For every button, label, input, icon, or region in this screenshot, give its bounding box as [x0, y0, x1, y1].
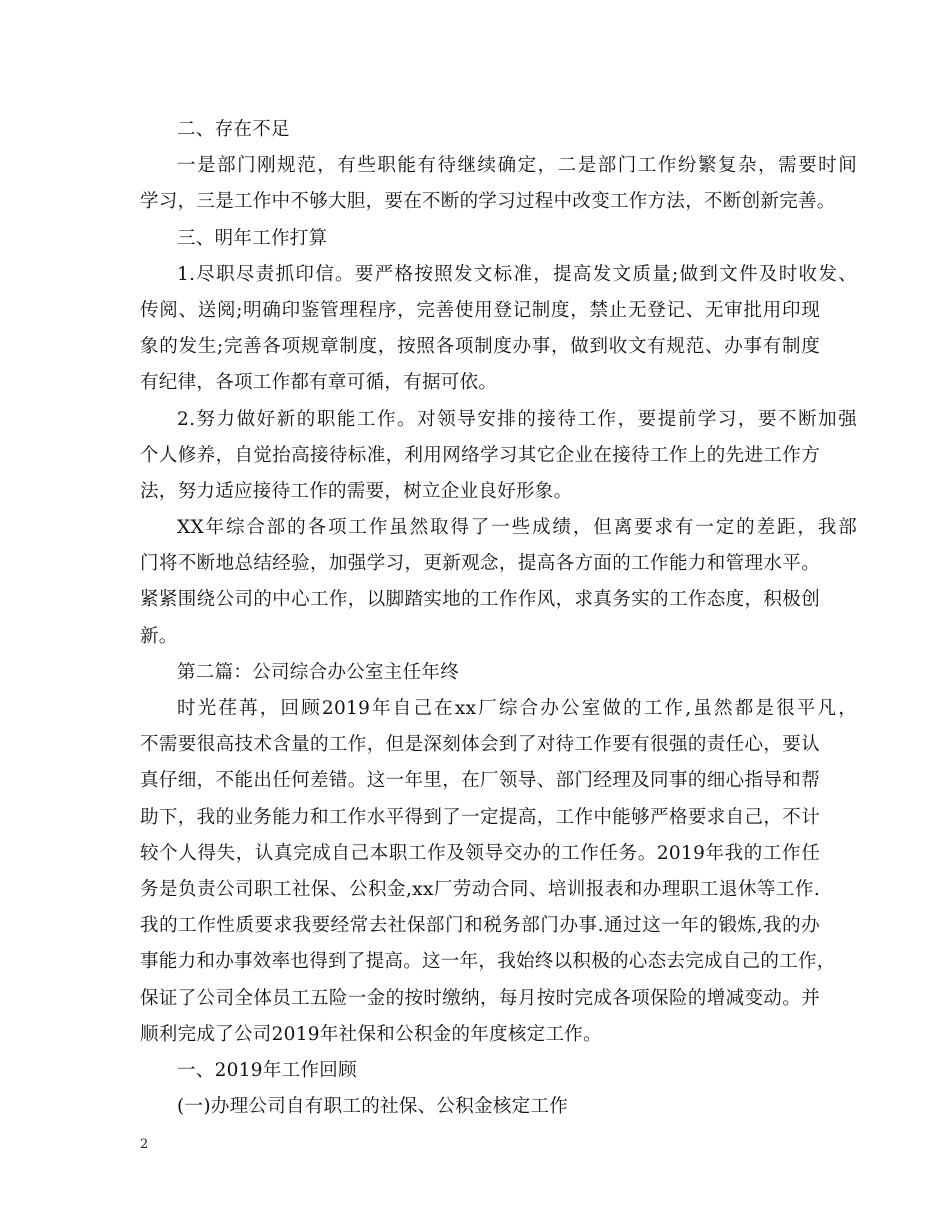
paragraph-line: 象的发生;完善各项规章制度，按照各项制度办事，做到收文有规范、办事有制度: [140, 336, 820, 358]
subsection-heading: (一)办理公司自有职工的社保、公积金核定工作: [177, 1096, 569, 1118]
paragraph-line: 门将不断地总结经验，加强学习，更新观念，提高各方面的工作能力和管理水平。: [140, 553, 820, 575]
paragraph-line: 紧紧围绕公司的中心工作，以脚踏实地的工作作风，求真务实的工作态度，积极创: [140, 589, 820, 611]
paragraph-line: 我的工作性质要求我要经常去社保部门和税务部门办事.通过这一年的锻炼,我的办: [140, 915, 820, 937]
paragraph-line: 一是部门刚规范，有些职能有待继续确定，二是部门工作纷繁复杂，需要时间: [177, 155, 857, 177]
paragraph-line: 助下，我的业务能力和工作水平得到了一定提高，工作中能够严格要求自己，不计: [140, 806, 820, 828]
paragraph-line: 真仔细，不能出任何差错。这一年里，在厂领导、部门经理及同事的细心指导和帮: [140, 770, 820, 792]
paragraph-line: 法，努力适应接待工作的需要，树立企业良好形象。: [140, 480, 573, 502]
paragraph-line: 务是负责公司职工社保、公积金,xx厂劳动合同、培训报表和办理职工退休等工作.: [140, 878, 820, 900]
paragraph-line: 较个人得失，认真完成自己本职工作及领导交办的工作任务。2019年我的工作任: [140, 842, 820, 864]
paragraph-line: 2.努力做好新的职能工作。对领导安排的接待工作，要提前学习，要不断加强: [177, 408, 857, 430]
paragraph-line: 保证了公司全体员工五险一金的按时缴纳，每月按时完成各项保险的增减变动。并: [140, 987, 820, 1009]
paragraph-line: 个人修养，自觉抬高接待标准，利用网络学习其它企业在接待工作上的先进工作方: [140, 444, 820, 466]
section-heading: 一、2019年工作回顾: [177, 1059, 357, 1081]
paragraph-line: 顺利完成了公司2019年社保和公积金的年度核定工作。: [140, 1023, 602, 1045]
section-heading: 三、明年工作打算: [177, 227, 328, 249]
page-number: 2: [140, 1137, 149, 1152]
paragraph-line: 不需要很高技术含量的工作，但是深刻体会到了对待工作要有很强的责任心，要认: [140, 734, 820, 756]
paragraph-line: 事能力和办事效率也得到了提高。这一年，我始终以积极的心态去完成自己的工作，: [140, 951, 836, 973]
paragraph-line: 1.尽职尽责抓印信。要严格按照发文标准，提高发文质量;做到文件及时收发、: [177, 263, 857, 285]
section-heading: 第二篇：公司综合办公室主任年终: [177, 661, 460, 683]
section-heading: 二、存在不足: [177, 119, 290, 140]
paragraph-line: 学习，三是工作中不够大胆，要在不断的学习过程中改变工作方法，不断创新完善。: [140, 191, 836, 213]
paragraph-line: 传阅、送阅;明确印鉴管理程序，完善使用登记制度，禁止无登记、无审批用印现: [140, 299, 820, 321]
document-body: [140, 112, 857, 1125]
paragraph-line: 有纪律，各项工作都有章可循，有据可依。: [140, 372, 498, 394]
paragraph-line: 时光荏苒，回顾2019年自己在xx厂综合办公室做的工作,虽然都是很平凡，: [177, 698, 857, 719]
paragraph-line: 新。: [140, 625, 178, 647]
paragraph-line: XX年综合部的各项工作虽然取得了一些成绩，但离要求有一定的差距，我部: [177, 517, 857, 539]
